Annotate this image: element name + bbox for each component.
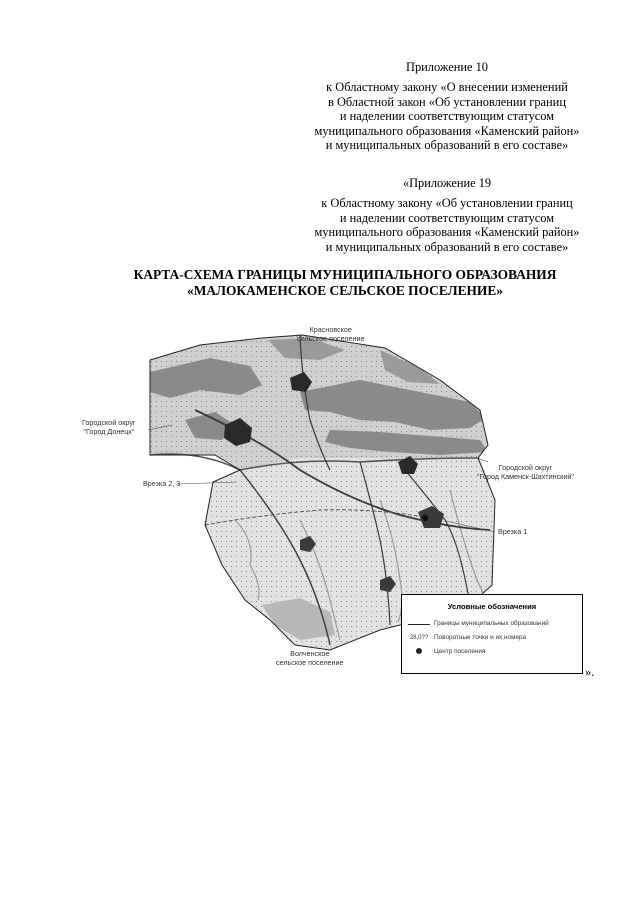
appendix-19-line: к Областному закону «Об установлении границ	[321, 196, 573, 211]
settlement-center-marker	[422, 515, 428, 521]
appendix-10-line: к Областному закону «О внесении изменений	[326, 80, 568, 95]
legend-row-boundary	[406, 619, 580, 629]
neighbor-label-krasnovskoe: Красновское сельское поселение	[297, 325, 365, 343]
legend-label: Поворотные точки и их номера	[434, 634, 527, 641]
appendix-10-heading: Приложение 10	[406, 60, 488, 74]
turning-point-number-icon: 28,0??	[409, 635, 429, 641]
inset-label-1: Врезка 1	[498, 527, 528, 536]
settlement-center-icon	[408, 647, 430, 657]
closing-quote: ».	[585, 665, 595, 679]
inset-label-2-3: Врезка 2, 3	[143, 479, 181, 488]
appendix-19-line: и наделении соответствующим статусом	[339, 210, 555, 225]
legend-title: Условные обозначения	[447, 602, 537, 611]
map-legend	[401, 594, 583, 674]
legend-label: Границы муниципальных образований	[434, 620, 549, 627]
neighbor-label-donetsk: Городской округ "Город Донецк"	[82, 418, 136, 436]
appendix-10-line: и наделении соответствующим статусом	[339, 109, 555, 124]
boundary-line-icon	[408, 619, 430, 629]
appendix-10-line: муниципального образования «Каменский район»	[314, 123, 580, 138]
appendix-19-heading: «Приложение 19	[402, 176, 492, 190]
legend-label: Центр поселения	[434, 648, 486, 655]
neighbor-label-volchenskoe: Волченское сельское поселение	[276, 649, 344, 667]
map-title-line-2: «МАЛОКАМЕНСКОЕ СЕЛЬСКОЕ ПОСЕЛЕНИЕ»	[187, 283, 503, 298]
map-title-line-1: КАРТА-СХЕМА ГРАНИЦЫ МУНИЦИПАЛЬНОГО ОБРАЗОВАНИЯ	[133, 267, 557, 282]
appendix-19-line: муниципального образования «Каменский район»	[314, 225, 580, 240]
appendix-10-line: в Областной закон «Об установлении границ	[328, 94, 566, 109]
legend-row-points	[406, 633, 580, 643]
neighbor-label-kamensk: Городской округ "Город Каменск-Шахтинский"	[477, 463, 574, 481]
appendix-10-line: и муниципальных образований в его составе»	[325, 138, 569, 153]
appendix-19-line: и муниципальных образований в его составе»	[325, 239, 569, 254]
legend-row-center	[406, 647, 580, 657]
